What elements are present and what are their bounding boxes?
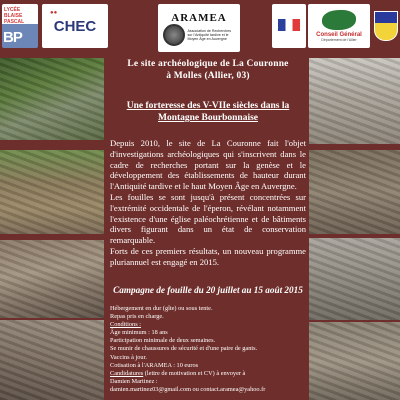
info-vaccines: Vaccins à jour. — [110, 353, 147, 361]
aramea-seal-icon — [163, 24, 185, 46]
description-paragraph-3: Forts de ces premiers résultats, un nouveau programme pluriannuel est engagé en 2015. — [110, 245, 306, 267]
info-fee: Cotisation à l'ARAMEA : 10 euros — [110, 361, 199, 369]
info-applications — [110, 370, 306, 378]
cg-logo-title: Conseil Général — [316, 32, 362, 38]
chec-dots-icon: ●● — [50, 10, 58, 16]
photo-stone-ruins — [309, 58, 400, 144]
photo-foundations — [0, 240, 104, 318]
coat-of-arms-logo — [374, 4, 398, 48]
photo-wall-excavation — [0, 150, 104, 234]
description-paragraph-2: Les fouilles se sont jusqu'à présent concentrées sur l'extrémité occidentale de l'éperon, révélant notamment l'existence d'une église paléochrétienne et de bâtiments divers figurant dans un état de conservation remarquable. — [110, 191, 306, 246]
conseil-general-logo — [308, 4, 370, 48]
info-contact-emails[interactable]: damien.martinez03@gmail.com ou contact.aramea@yahoo.fr — [110, 385, 266, 393]
aramea-logo-subtitle: Association de Recherches sur l'Antiquité tardive et le Moyen Âge en Auvergne — [187, 28, 232, 42]
description — [110, 138, 306, 268]
info-meals: Repas pris en charge. — [110, 313, 164, 321]
description-paragraph-1: Depuis 2010, le site de La Couronne fait l'objet d'investigations archéologiques qui s'inscrivent dans le cadre de recherches portant sur la genèse et le développement des établissements de hauteur durant l'Antiquité tardive et le haut Moyen Âge en Auvergne. — [110, 138, 306, 192]
poster-subtitle-line2: Montagne Bourbonnaise — [157, 113, 259, 123]
info-age: Âge minimum : 18 ans — [110, 329, 168, 337]
poster-subtitle-line1: Une forteresse des V-VIIe siècles dans la — [126, 101, 290, 111]
chec-logo — [42, 4, 108, 48]
campaign-dates: Campagne de fouille du 20 juillet au 15 août 2015 — [113, 285, 303, 295]
french-flag-icon — [278, 19, 300, 31]
photo-site-aerial — [0, 58, 104, 140]
photo-trench — [0, 320, 104, 400]
info-contact-name: Damien Martinez : — [110, 377, 158, 385]
bp-logo-line1: LYCÉE BLAISE PASCAL — [4, 7, 25, 25]
info-applications-label: Candidatures — [110, 369, 144, 377]
info-applications-text: (lettre de motivation et CV) à envoyer à — [143, 369, 246, 377]
info-equipment: Se munir de chaussures de sécurité et d'une paire de gants. — [110, 345, 258, 353]
cg-logo-subtitle: Département de l'Allier — [321, 38, 357, 42]
photo-paving — [309, 238, 400, 320]
aramea-logo — [158, 4, 240, 52]
practical-info — [110, 305, 306, 394]
photo-rampart — [309, 322, 400, 400]
header-block — [110, 58, 306, 124]
info-conditions-heading: Conditions : — [110, 321, 141, 329]
poster-title-line2: à Molles (Allier, 03) — [166, 71, 250, 81]
lycee-blaise-pascal-logo — [2, 4, 38, 48]
photo-masonry — [309, 150, 400, 234]
info-lodging: Hébergement en dur (gîte) ou sous tente. — [110, 305, 213, 312]
shield-icon — [374, 11, 398, 41]
allier-map-icon — [322, 10, 356, 30]
poster-title-line1: Le site archéologique de La Couronne — [127, 59, 289, 69]
info-duration: Participation minimale de deux semaines. — [110, 337, 216, 345]
republique-francaise-logo — [272, 4, 306, 48]
chec-logo-text: CHEC — [53, 17, 97, 35]
bp-logo-line2: BP — [3, 29, 22, 46]
aramea-logo-title: ARAMEA — [171, 12, 227, 24]
